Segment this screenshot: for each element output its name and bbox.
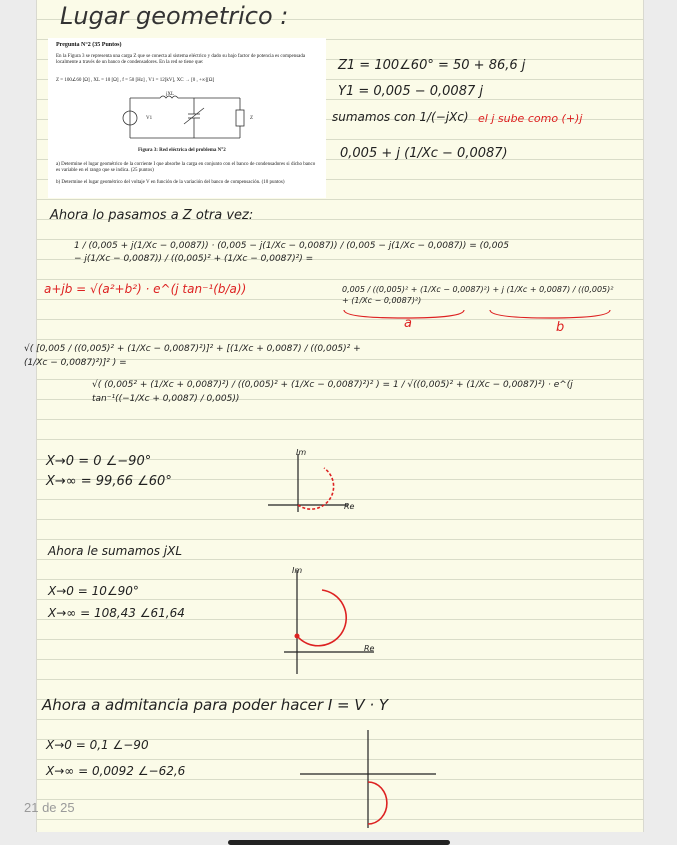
note-sube: el j sube como (+)j (478, 112, 583, 125)
home-indicator-bar[interactable] (228, 840, 450, 845)
limit-2-zero: X→0 = 10∠90° (48, 584, 139, 598)
note-z1: Z1 = 100∠60° = 50 + 86,6 j (338, 58, 526, 73)
note-sumamos: sumamos con 1/(−jXc) (332, 110, 469, 124)
label-b: b (556, 320, 565, 335)
circuit-figure (120, 90, 260, 144)
note-pasamos: Ahora lo pasamos a Z otra vez: (50, 208, 254, 223)
equation-polar-form: a+jb = √(a²+b²) · e^(j tan⁻¹(b/a)) (44, 282, 247, 296)
note-y1: Y1 = 0,005 − 0,0087 j (338, 84, 483, 99)
page-indicator: 21 de 25 (24, 800, 75, 815)
problem-excerpt (48, 38, 326, 198)
circuit-label-z: Z (250, 116, 254, 121)
note-admitancia: Ahora a admitancia para poder hacer I = V · Y (42, 696, 389, 714)
plot-2-axis-im: Im (292, 566, 303, 575)
problem-heading: Pregunta N°2 (35 Puntos) (56, 42, 122, 48)
label-a: a (404, 316, 412, 331)
figure-caption: Figura 3: Red eléctrica del problema N°2 (138, 148, 226, 153)
equation-magnitude-2: √( (0,005² + (1/Xc + 0,0087)²) / ((0,005)² + (1/Xc − 0,0087)²)² ) = 1 / √((0,005)² + (1/Xc − 0,0087)²) · e^(j tan⁻¹((−1/Xc + 0,0087) / 0,005)) (92, 380, 573, 404)
problem-intro: En la Figura 3 se representa una carga Z que se conecta al sistema eléctrico y dado su bajo factor de potencia es compensada localmente a través de un banco de condensadores. En la red se tiene que: (56, 54, 306, 65)
note-sum-result: 0,005 + j (1/Xc − 0,0087) (340, 146, 508, 161)
problem-params: Z = 100∠60 [Ω] , XL = 10 [Ω] , f = 50 [Hz] , V1 = 12[kV], XC → [0 , +∞][Ω] (56, 78, 215, 83)
limit-3-infinity: X→∞ = 0,0092 ∠−62,6 (46, 764, 186, 778)
equation-split: 0,005 / ((0,005)² + (1/Xc − 0,0087)²) + j (1/Xc + 0,0087) / ((0,005)² + (1/Xc − 0,0087)²) (342, 285, 614, 305)
limit-2-infinity: X→∞ = 108,43 ∠61,64 (48, 606, 185, 620)
circuit-label-jxl: jXL (166, 92, 175, 97)
note-le-sumamos: Ahora le sumamos jXL (48, 544, 183, 558)
brace-marks (340, 306, 620, 326)
plot-1-axis-im: Im (296, 448, 307, 457)
plot-2-axis-re: Re (364, 644, 375, 653)
page-title: Lugar geometrico : (60, 2, 289, 30)
problem-item-a: a) Determine el lugar geométrico de la corriente I que absorbe la carga en conjunto con el banco de condensadores si dicho banco es variable en el rango que se indica. (25 puntos) (56, 162, 316, 173)
plot-1-axis-re: Re (344, 502, 355, 511)
limit-1-zero: X→0 = 0 ∠−90° (46, 454, 152, 469)
limit-3-zero: X→0 = 0,1 ∠−90 (46, 738, 149, 752)
problem-item-b: b) Determine el lugar geométrico del voltaje V en función de la variación del banco de compensación. (10 puntos) (56, 180, 285, 185)
equation-magnitude-1: √( [0,005 / ((0,005)² + (1/Xc − 0,0087)²)]² + [(1/Xc + 0,0087) / ((0,005)² + (1/Xc − 0,0087)²)]² ) = (24, 344, 361, 368)
locus-plot-2 (270, 564, 380, 684)
circuit-label-v1: V1 (146, 116, 153, 121)
locus-plot-3 (296, 728, 446, 832)
equation-inverse: 1 / (0,005 + j(1/Xc − 0,0087)) · (0,005 − j(1/Xc − 0,0087)) / (0,005 − j(1/Xc − 0,0087)) = (0,005 − j(1/Xc − 0,0087)) / ((0,005)² + (1/Xc − 0,0087)²) = (74, 241, 509, 264)
limit-1-infinity: X→∞ = 99,66 ∠60° (46, 474, 172, 489)
